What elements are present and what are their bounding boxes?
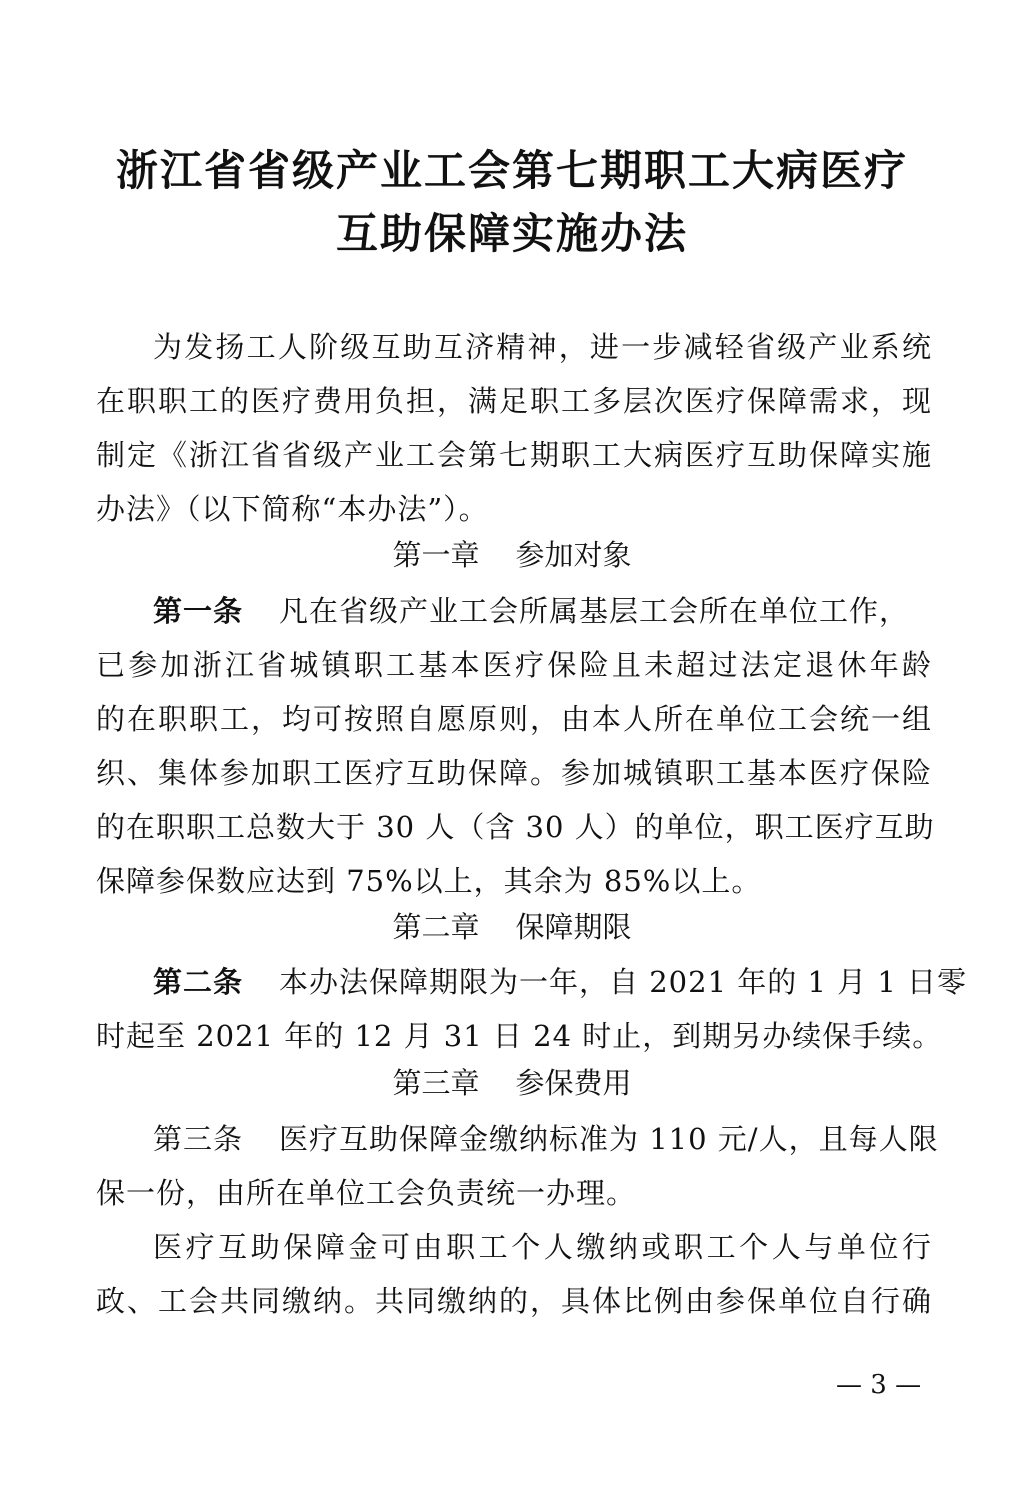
article-3-text-1: 医疗互助保障金缴纳标准为 110 元/人，且每人限 [279, 1122, 939, 1156]
chapter-1-name: 参加对象 [515, 538, 632, 572]
article-1-line-2: 已参加浙江省城镇职工基本医疗保险且未超过法定退休年龄 [96, 648, 932, 682]
chapter-2-number: 第二章 [392, 910, 480, 944]
chapter-3-number: 第三章 [392, 1066, 480, 1100]
article-3-line-2: 保一份，由所在单位工会负责统一办理。 [96, 1176, 637, 1210]
chapter-1-number: 第一章 [392, 538, 480, 572]
article-1-line-6: 保障参保数应达到 75%以上，其余为 85%以上。 [96, 864, 762, 898]
chapter-3-name: 参保费用 [515, 1066, 632, 1100]
article-3-line-1 [153, 1122, 939, 1156]
article-1-label: 第一条 [153, 594, 244, 628]
intro-line-2: 在职职工的医疗费用负担，满足职工多层次医疗保障需求，现 [96, 384, 932, 418]
contribution-line-1: 医疗互助保障金可由职工个人缴纳或职工个人与单位行 [153, 1230, 932, 1264]
chapter-1-heading [0, 538, 1024, 572]
intro-line-1: 为发扬工人阶级互助互济精神，进一步减轻省级产业系统 [153, 330, 932, 364]
article-1-text-1: 凡在省级产业工会所属基层工会所在单位工作， [279, 594, 910, 628]
article-2-text-1: 本办法保障期限为一年，自 2021 年的 1 月 1 日零 [279, 965, 968, 999]
article-1-line-3: 的在职职工，均可按照自愿原则，由本人所在单位工会统一组 [96, 702, 932, 736]
document-title-line-1: 浙江省省级产业工会第七期职工大病医疗 [115, 146, 908, 195]
chapter-3-heading [0, 1066, 1024, 1100]
chapter-2-heading [0, 910, 1024, 944]
article-2-line-2: 时起至 2021 年的 12 月 31 日 24 时止，到期另办续保手续。 [96, 1019, 943, 1053]
article-3-label: 第三条 [153, 1122, 244, 1156]
intro-line-4: 办法》（以下简称“本办法”）。 [96, 492, 489, 526]
article-1-line-1 [153, 594, 932, 628]
article-1-line-5: 的在职职工总数大于 30 人（含 30 人）的单位，职工医疗互助 [96, 810, 935, 844]
article-2-label: 第二条 [153, 965, 244, 999]
intro-line-3: 制定《浙江省省级产业工会第七期职工大病医疗互助保障实施 [96, 438, 932, 472]
contribution-line-2: 政、工会共同缴纳。共同缴纳的，具体比例由参保单位自行确 [96, 1284, 932, 1318]
document-title-line-2: 互助保障实施办法 [335, 209, 688, 258]
article-1-line-4: 织、集体参加职工医疗互助保障。参加城镇职工基本医疗保险 [96, 756, 932, 790]
chapter-2-name: 保障期限 [515, 910, 632, 944]
article-2-line-1 [153, 965, 968, 999]
page-number: — 3 — [836, 1370, 922, 1400]
